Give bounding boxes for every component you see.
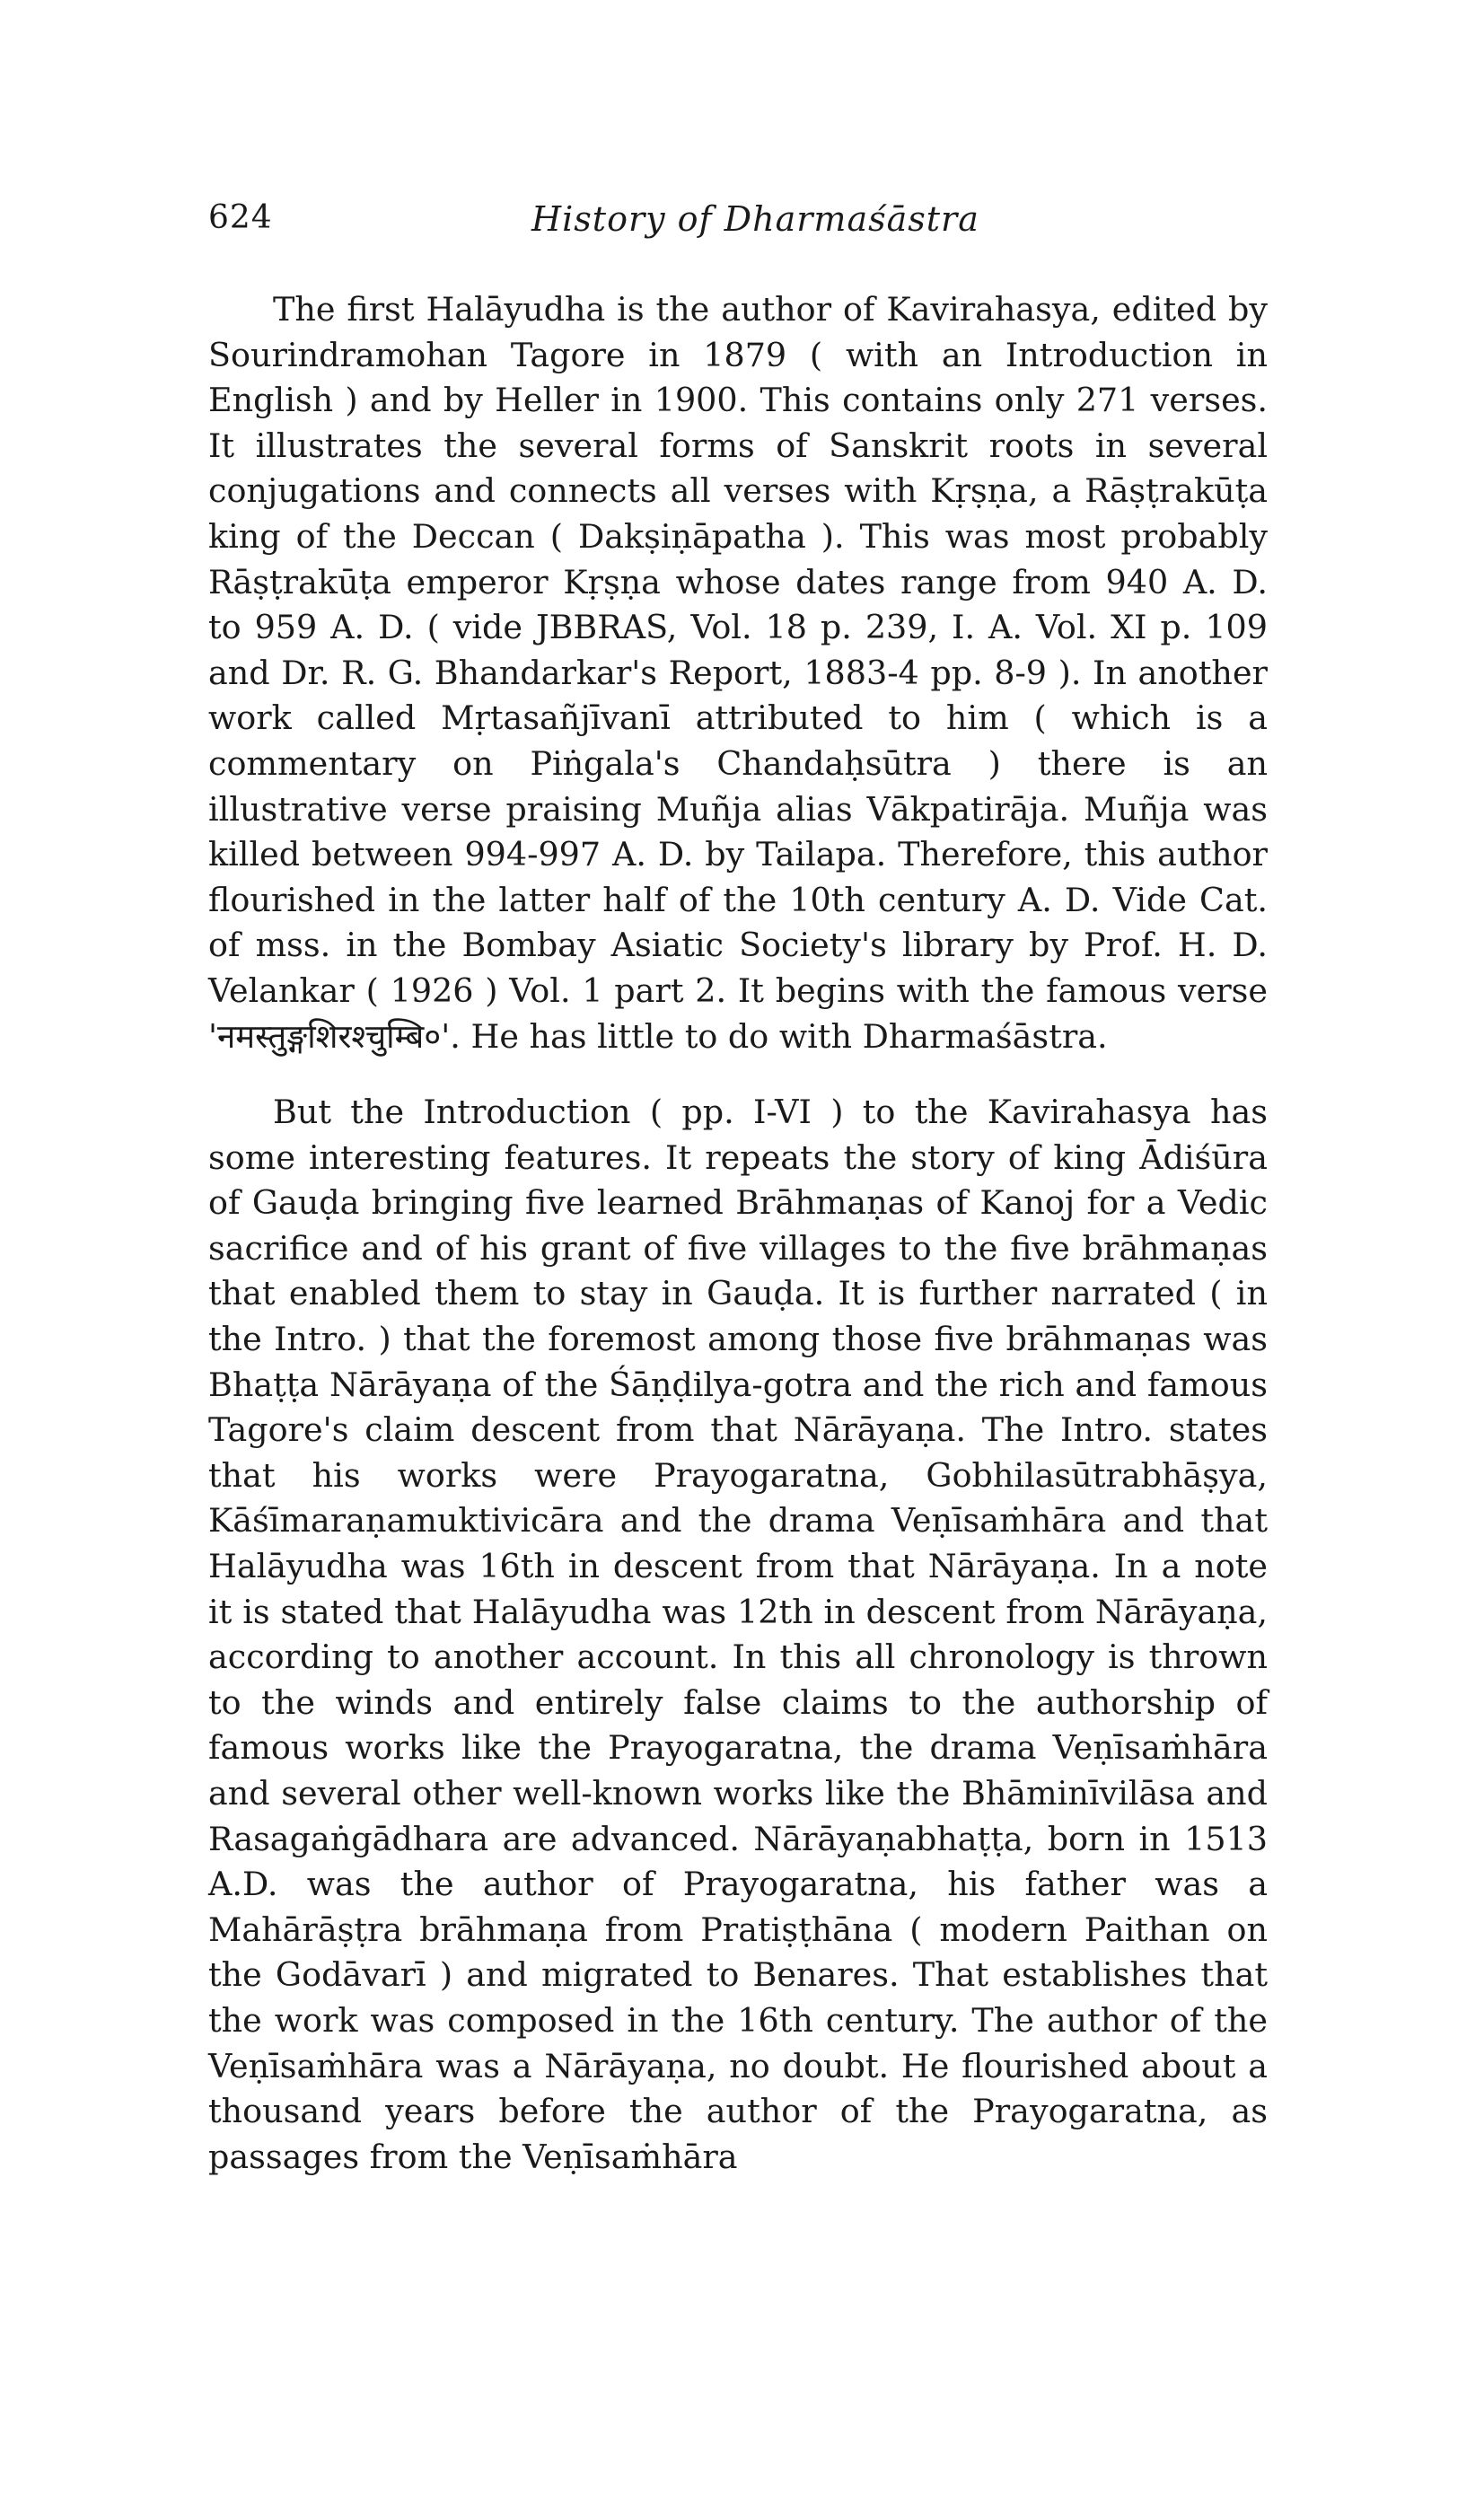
paragraph-kavirahasya-introduction: But the Introduction ( pp. I-VI ) to the Kavirahasya has some interesting features. It repeats the story of king Ādiśūra of Gauḍa bringing five learned Brāhmaṇas of Kanoj for a Vedic sacrifice and of his grant of five villages to the five brāhmaṇas that enabled them to stay in Gauḍa. It is further narrated ( in the Intro. ) that the foremost among those five brāhmaṇas was Bhaṭṭa Nārāyaṇa of the Śāṇḍilya-gotra and the rich and famous Tagore's claim descent from that Nārāyaṇa. The Intro. states that his works were Prayogaratna, Gobhilasūtrabhāṣya, Kāśīmaraṇamuktivicāra and the drama Veṇīsaṁhāra and that Halāyudha was 16th in descent from that Nārāyaṇa. In a note it is stated that Halāyudha was 12th in descent from Nārāyaṇa, according to another account. In this all chronology is thrown to the winds and entirely false claims to the authorship of famous works like the Prayogaratna, the drama Veṇīsaṁhāra and several other well-known works like the Bhāminīvilāsa and Rasagaṅgādhara are advanced. Nārāyaṇabhaṭṭa, born in 1513 A.D. was the author of Prayogaratna, his father was a Mahārāṣṭra brāhmaṇa from Pratiṣṭhāna ( modern Paithan on the Godāvarī ) and migrated to Benares. That establishes that the work was composed in the 16th century. The author of the Veṇīsaṁhāra was a Nārāyaṇa, no doubt. He flourished about a thousand years before the author of the Prayogaratna, as passages from the Veṇīsaṁhāra <box>208 1093 1268 2176</box>
body-text <box>208 287 1268 2180</box>
running-title: History of Dharmaśāstra <box>531 199 979 239</box>
paragraph-kavirahasya-author: The first Halāyudha is the author of Kavirahasya, edited by Sourindramohan Tagore in 1879 ( with an Introduction in English ) and by Heller in 1900. This contains only 271 verses. It illustrates the several forms of Sanskrit roots in several conjugations and connects all verses with Kṛṣṇa, a Rāṣṭrakūṭa king of the Deccan ( Dakṣiṇāpatha ). This was most probably Rāṣṭrakūṭa emperor Kṛṣṇa whose dates range from 940 A. D. to 959 A. D. ( vide JBBRAS, Vol. 18 p. 239, I. A. Vol. XI p. 109 and Dr. R. G. Bhandarkar's Report, 1883-4 pp. 8-9 ). In another work called Mṛtasañjīvanī attributed to him ( which is a commentary on Piṅgala's Chandaḥsūtra ) there is an illustrative verse praising Muñja alias Vākpatirāja. Muñja was killed between 994-997 A. D. by Tailapa. Therefore, this author flourished in the latter half of the 10th century A. D. Vide Cat. of mss. in the Bombay Asiatic Society's library by Prof. H. D. Velankar ( 1926 ) Vol. 1 part 2. It begins with the famous verse 'नमस्तुङ्गशिरश्चुम्बि०'. He has little to do with Dharmaśāstra. <box>208 290 1268 1056</box>
page-number: 624 <box>208 199 273 236</box>
running-head <box>208 199 1268 253</box>
